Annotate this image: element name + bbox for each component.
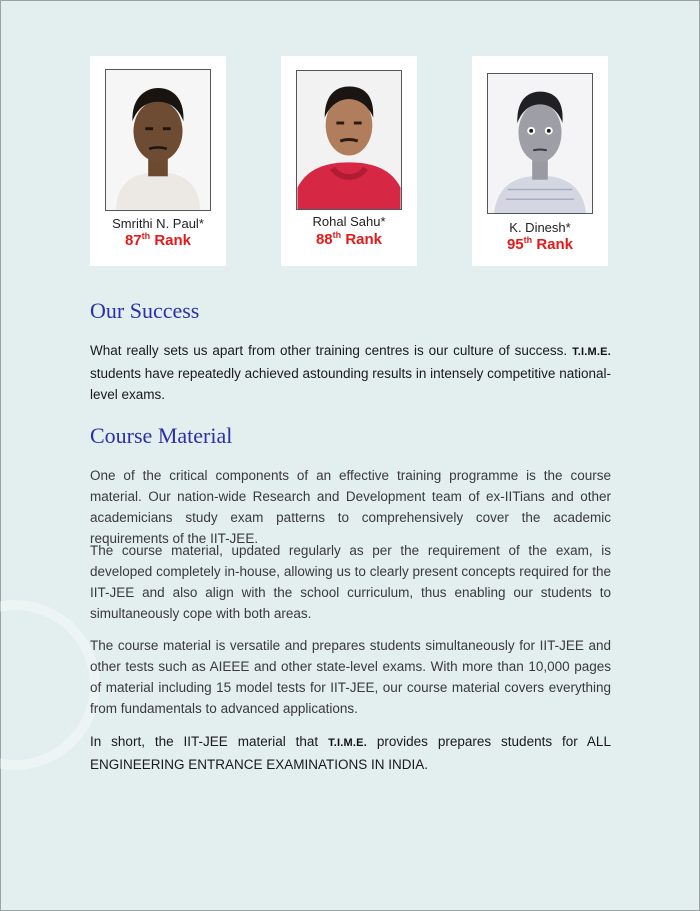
topper-name: Rohal Sahu*: [312, 214, 386, 229]
portrait-image: [488, 74, 592, 213]
portrait-image: [106, 70, 210, 210]
course-paragraph-4: In short, the IIT-JEE material that T.I.M.E. provides prepares students for ALL ENGINEERING ENTRANCE EXAMINATIONS IN INDIA.: [90, 734, 611, 772]
course-paragraph-2: The course material, updated regularly as per the requirement of the exam, is developed completely in-house, allowing us to clearly present concepts required for the IIT-JEE and also align with the school curriculum, thus enabling our students to simultaneously cope with both areas.: [90, 543, 611, 621]
topper-photo: [105, 69, 211, 211]
topper-photo: [296, 70, 402, 210]
topper-card: [90, 56, 226, 266]
topper-card: [472, 56, 608, 266]
topper-rank: 87th Rank: [124, 231, 192, 249]
portrait-image: [297, 71, 401, 209]
topper-card: [281, 56, 417, 266]
section-heading-course: Course Material: [90, 423, 233, 448]
topper-rank: 95th Rank: [506, 235, 574, 253]
course-paragraph-1: One of the critical components of an effective training programme is the course material. Our nation-wide Research and Development team of ex-IITians and other academicians study exam patterns to comprehensively cover the academic requirements of the IIT-JEE.: [90, 468, 611, 546]
topper-photo: [487, 73, 593, 214]
brand-name: T.I.M.E.: [328, 737, 367, 749]
course-paragraph-3: The course material is versatile and prepares students simultaneously for IIT-JEE and other tests such as AIEEE and other state-level exams. With more than 10,000 pages of material including 15 model tests for IIT-JEE, our course material covers everything from fundamentals to advanced applications.: [90, 638, 611, 716]
topper-name: Smrithi N. Paul*: [112, 216, 204, 231]
topper-rank: 88th Rank: [315, 230, 383, 248]
topper-name: K. Dinesh*: [509, 220, 571, 235]
section-heading-success: Our Success: [90, 298, 200, 323]
brand-name: T.I.M.E.: [572, 346, 611, 358]
success-paragraph: What really sets us apart from other training centres is our culture of success. T.I.M.E. students have repeatedly achieved astounding results in intensely competitive national-level exams.: [90, 343, 611, 402]
